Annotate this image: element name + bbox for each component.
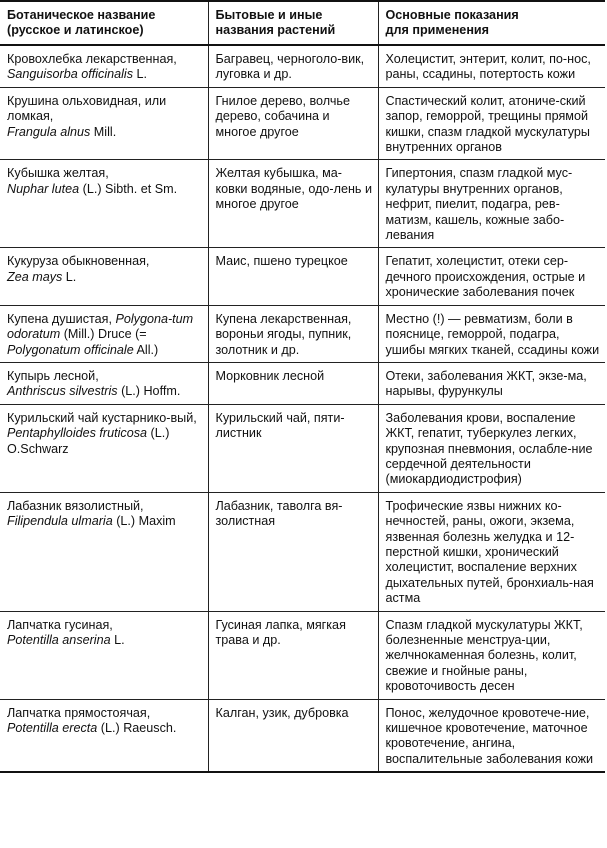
- header-common-line2: названия растений: [215, 23, 336, 38]
- botanical-name-cell: [0, 45, 208, 87]
- table-row: [0, 305, 605, 362]
- indications-cell: Спазм гладкой мускулатуры ЖКТ, болезненные менструа-ции, желчнокаменная болезнь, колит, свежие и гнойные раны, кровоточивость десен: [378, 611, 605, 699]
- indications-cell: Гипертония, спазм гладкой мус-кулатуры внутренних органов, нефрит, пиелит, подагра, рев-матизм, кашель, кожные забо-левания: [378, 160, 605, 248]
- indications-cell: Холецистит, энтерит, колит, по-нос, раны, ссадины, потертость кожи: [378, 45, 605, 87]
- latin-synonym: Polygonatum officinale: [7, 342, 134, 357]
- common-names-cell: Гусиная лапка, мягкая трава и др.: [208, 611, 378, 699]
- latin-author: (L.) Sibth. et Sm.: [79, 181, 178, 196]
- header-indications-line1: Основные показания: [385, 8, 519, 22]
- botanical-name-cell: [0, 492, 208, 611]
- botanical-name-cell: [0, 362, 208, 404]
- indications-cell: Отеки, заболевания ЖКТ, экзе-ма, нарывы, фурункулы: [378, 362, 605, 404]
- latin-author: Mill.: [90, 124, 117, 139]
- indications-cell: Понос, желудочное кровотече-ние, кишечное кровотечение, маточное кровотечение, ангина, воспалительные заболевания кожи: [378, 699, 605, 772]
- table-row: [0, 87, 605, 160]
- latin-name: Zea mays: [7, 269, 63, 284]
- botanical-name-cell: [0, 699, 208, 772]
- botanical-name-cell: [0, 160, 208, 248]
- header-botanical-name: [0, 1, 208, 45]
- latin-name: Sanguisorba officinalis: [7, 67, 134, 82]
- russian-name: Купена душистая,: [7, 311, 112, 326]
- botanical-name-cell: [0, 305, 208, 362]
- indications-cell: Гепатит, холецистит, отеки сер-дечного происхождения, острые и хронические заболевания почек: [378, 248, 605, 305]
- common-names-cell: Багравец, черноголо-вик, луговка и др.: [208, 45, 378, 87]
- latin-author: (L.) Hoffm.: [117, 384, 181, 399]
- latin-author: (L.) Raeusch.: [97, 721, 177, 736]
- table-row: [0, 404, 605, 492]
- latin-name: Potentilla anserina: [7, 633, 111, 647]
- latin-author: (L.) O.Schwarz: [7, 426, 170, 456]
- latin-name: Polygona-tum odoratum: [7, 311, 194, 342]
- latin-author: (L.) Maxim: [112, 514, 176, 529]
- botanical-name-cell: [0, 611, 208, 699]
- indications-cell: Трофические язвы нижних ко-нечностей, раны, ожоги, экзема, язвенная болезнь желудка и 12-перстной кишки, хронический холецистит, воспаление верхних дыхательных путей, бронхиаль-ная астма: [378, 492, 605, 611]
- common-names-cell: Гнилое дерево, волчье дерево, собачина и многое другое: [208, 87, 378, 160]
- table-row: [0, 160, 605, 248]
- common-names-cell: Морковник лесной: [208, 362, 378, 404]
- indications-cell: Местно (!) — ревматизм, боли в пояснице, геморрой, подагра, ушибы мягких тканей, ссадины кожи: [378, 305, 605, 362]
- common-names-cell: Курильский чай, пяти-листник: [208, 404, 378, 492]
- header-botanical-line2: (русское и латинское): [7, 23, 144, 38]
- table-row: [0, 492, 605, 611]
- table-row: [0, 248, 605, 305]
- russian-name: Лапчатка гусиная,: [7, 617, 113, 632]
- russian-name: Лабазник вязолистный,: [7, 498, 144, 513]
- header-row: [0, 1, 605, 45]
- latin-author: L.: [110, 633, 125, 647]
- russian-name: Лапчатка прямостоячая,: [7, 705, 151, 720]
- table-row: [0, 362, 605, 404]
- table-header: [0, 1, 605, 45]
- header-botanical-line1: Ботаническое название: [7, 8, 156, 22]
- latin-name: Filipendula ulmaria: [7, 514, 113, 529]
- common-names-cell: Калган, узик, дубровка: [208, 699, 378, 772]
- latin-author: (Mill.) Druce (=: [60, 327, 147, 342]
- russian-name: Кукуруза обыкновенная,: [7, 254, 150, 269]
- header-indications-line2: для применения: [385, 23, 490, 38]
- russian-name: Купырь лесной,: [7, 368, 99, 383]
- latin-name: Potentilla erecta: [7, 721, 98, 736]
- table-body: [0, 45, 605, 772]
- indications-cell: Спастический колит, атониче-ский запор, геморрой, трещины прямой кишки, спазм гладкой мускулатуры внутренних органов: [378, 87, 605, 160]
- indications-cell: Заболевания крови, воспаление ЖКТ, гепатит, туберкулез легких, крупозная пневмония, ослабле-ние сердечной деятельности (миокардиодистрофия): [378, 404, 605, 492]
- latin-name: Nuphar lutea: [7, 181, 80, 196]
- latin-name: Pentaphylloides fruticosa: [7, 426, 148, 441]
- latin-author: L.: [62, 269, 77, 284]
- table-row: [0, 699, 605, 772]
- header-indications: [378, 1, 605, 45]
- common-names-cell: Желтая кубышка, ма-ковки водяные, одо-лень и многое другое: [208, 160, 378, 248]
- russian-name: Курильский чай кустарнико-вый,: [7, 410, 197, 425]
- common-names-cell: Лабазник, таволга вя-золистная: [208, 492, 378, 611]
- latin-author: L.: [133, 67, 148, 82]
- botanical-name-cell: [0, 87, 208, 160]
- latin-name: Frangula alnus: [7, 124, 91, 139]
- header-common-names: [208, 1, 378, 45]
- russian-name: Кровохлебка лекарственная,: [7, 52, 177, 66]
- header-common-line1: Бытовые и иные: [215, 8, 323, 22]
- latin-synonym-author: All.): [133, 342, 159, 357]
- botanical-name-cell: [0, 248, 208, 305]
- table-row: [0, 611, 605, 699]
- common-names-cell: Маис, пшено турецкое: [208, 248, 378, 305]
- table-row: [0, 45, 605, 87]
- latin-name: Anthriscus silvestris: [7, 384, 118, 399]
- russian-name: Крушина ольховидная, или ломкая,: [7, 93, 167, 124]
- botanical-name-cell: [0, 404, 208, 492]
- russian-name: Кубышка желтая,: [7, 166, 109, 181]
- common-names-cell: Купена лекарственная, вороньи ягоды, пупник, золотник и др.: [208, 305, 378, 362]
